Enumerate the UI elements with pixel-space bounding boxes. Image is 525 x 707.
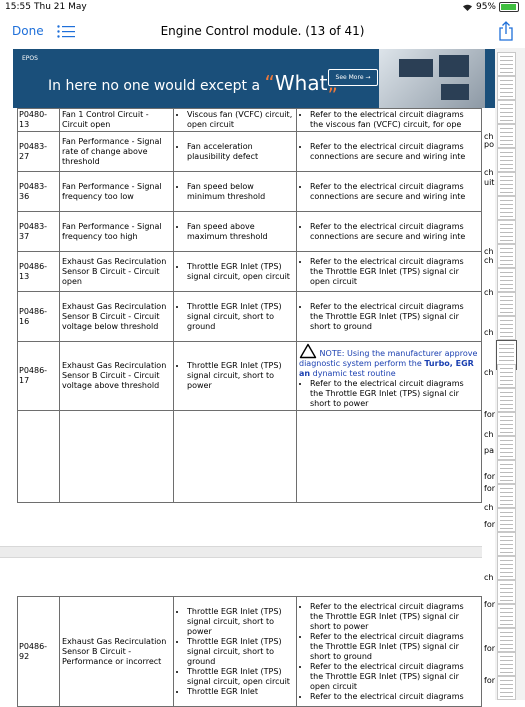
page-thumbnail[interactable] (497, 388, 516, 412)
action-item: • Refer to the electrical circuit diagrams the Throttle EGR Inlet (TPS) signal cir short to power (310, 602, 479, 632)
ad-close-quote: „ (327, 71, 338, 95)
action-item: • Refer to the electrical circuit diagrams (310, 692, 479, 702)
dtc-code: P0486-16 (18, 292, 60, 342)
clipped-text: ch (484, 368, 494, 377)
dtc-actions (297, 597, 482, 707)
page-thumbnail[interactable] (497, 100, 516, 124)
cause-list (176, 607, 294, 697)
page-thumbnail[interactable] (497, 532, 516, 556)
clipped-text: po (484, 140, 494, 149)
clipped-text: ch (484, 430, 494, 439)
note (299, 343, 479, 379)
page-thumbnail[interactable] (497, 220, 516, 244)
dtc-code (18, 411, 60, 503)
page-thumbnail[interactable] (497, 292, 516, 316)
action-list (299, 302, 479, 332)
table-row (18, 252, 482, 292)
page-thumbnail[interactable] (497, 628, 516, 652)
clipped-text: pa (484, 446, 494, 455)
dtc-actions (297, 252, 482, 292)
wifi-icon (462, 3, 473, 12)
ad-tagline (48, 71, 338, 95)
dtc-description: Fan Performance - Signal frequency too low (60, 172, 174, 212)
clipped-text: ch (484, 328, 494, 337)
action-item: • Refer to the electrical circuit diagrams the Throttle EGR Inlet (TPS) signal cir short to power (310, 379, 479, 409)
dtc-table-continued (17, 596, 482, 707)
note-text: NOTE: Using the manufacturer approve diagnostic system perform the (299, 349, 478, 368)
dtc-causes (174, 109, 297, 132)
dtc-causes (174, 172, 297, 212)
page-gap (0, 512, 525, 602)
action-list (299, 182, 479, 202)
action-item: • Refer to the electrical circuit diagrams the Throttle EGR Inlet (TPS) signal cir short to ground (310, 632, 479, 662)
cause-list (176, 182, 294, 202)
page-thumbnail[interactable] (497, 436, 516, 460)
page-thumbnail[interactable] (497, 652, 516, 676)
cause-item: • Throttle EGR Inlet (TPS) signal circuit, short to ground (187, 302, 294, 332)
page-thumbnail[interactable] (497, 76, 516, 100)
dtc-code: P0486-92 (18, 597, 60, 707)
dtc-actions (297, 342, 482, 411)
dtc-causes (174, 212, 297, 252)
action-item: • Refer to the electrical circuit diagrams connections are secure and wiring inte (310, 182, 479, 202)
dtc-actions (297, 109, 482, 132)
cause-item: • Fan acceleration plausibility defect (187, 142, 294, 162)
cause-item: • Throttle EGR Inlet (TPS) signal circuit, open circuit (187, 667, 294, 687)
ad-highlight: What (274, 71, 328, 95)
ad-banner[interactable] (13, 49, 511, 108)
page-title: Engine Control module. (13 of 41) (160, 24, 365, 38)
status-time: 15:55 (5, 2, 31, 12)
cause-item: • Fan speed below minimum threshold (187, 182, 294, 202)
table-row (18, 212, 482, 252)
dtc-description: Exhaust Gas Recirculation Sensor B Circuit - Circuit voltage above threshold (60, 342, 174, 411)
page-thumbnail[interactable] (497, 556, 516, 580)
dtc-causes (174, 411, 297, 503)
cause-item: • Throttle EGR Inlet (187, 687, 294, 697)
table-row (18, 109, 482, 132)
dtc-actions (297, 132, 482, 172)
dtc-code: P0483-36 (18, 172, 60, 212)
clipped-text: ch (484, 247, 494, 256)
page-thumbnail[interactable] (497, 52, 516, 76)
dtc-causes (174, 342, 297, 411)
clipped-text: for (484, 676, 495, 685)
clipped-text: for (484, 600, 495, 609)
dtc-description: Fan 1 Control Circuit - Circuit open (60, 109, 174, 132)
page-thumbnail[interactable] (497, 268, 516, 292)
page-thumbnail[interactable] (497, 460, 516, 484)
dtc-code: P0483-37 (18, 212, 60, 252)
ad-brand: EPOS (22, 55, 38, 62)
page-thumbnail[interactable] (497, 364, 516, 388)
cause-item: • Throttle EGR Inlet (TPS) signal circuit, short to ground (187, 637, 294, 667)
clipped-text: for (484, 484, 495, 493)
page-thumbnail[interactable] (497, 148, 516, 172)
clipped-text: ch (484, 288, 494, 297)
action-list (299, 602, 479, 702)
cause-list (176, 142, 294, 162)
ad-tagline-prefix: In here no one would except a (48, 78, 261, 94)
battery-percent: 95% (475, 2, 496, 12)
ad-open-quote: “ (264, 71, 275, 95)
page-thumbnail[interactable] (497, 604, 516, 628)
dtc-code: P0486-17 (18, 342, 60, 411)
clipped-text: for (484, 472, 495, 481)
clipped-text: ch (484, 573, 494, 582)
table-row (18, 597, 482, 707)
page-thumbnail[interactable] (497, 124, 516, 148)
page-thumbnail[interactable] (497, 172, 516, 196)
clipped-text: for (484, 644, 495, 653)
dtc-causes (174, 252, 297, 292)
table-row (18, 132, 482, 172)
page-thumbnail[interactable] (497, 316, 516, 340)
table-row (18, 342, 482, 411)
cause-item: • Fan speed above maximum threshold (187, 222, 294, 242)
nav-bar (0, 16, 525, 48)
page-thumbnail[interactable] (497, 580, 516, 604)
dtc-description (60, 411, 174, 503)
cause-list (176, 222, 294, 242)
dtc-actions (297, 212, 482, 252)
action-list (299, 257, 479, 287)
dtc-description: Exhaust Gas Recirculation Sensor B Circuit - Circuit open (60, 252, 174, 292)
clipped-text: ch (484, 503, 494, 512)
action-item: • Refer to the electrical circuit diagrams the Throttle EGR Inlet (TPS) signal cir open circuit (310, 662, 479, 692)
dtc-code: P0483-27 (18, 132, 60, 172)
ad-see-more-button[interactable]: See More → (328, 69, 378, 86)
battery-fill (501, 4, 516, 10)
table-row (18, 292, 482, 342)
note-suffix: dynamic test routine (310, 369, 396, 378)
cause-list (176, 262, 294, 282)
table-row (18, 411, 482, 503)
page-thumbnail[interactable] (497, 676, 516, 700)
action-list (299, 379, 479, 409)
dtc-causes (174, 132, 297, 172)
dtc-causes (174, 597, 297, 707)
page-thumbnail[interactable] (497, 196, 516, 220)
clipped-text: uit (484, 178, 495, 187)
clipped-text: ch (484, 132, 494, 141)
dtc-causes (174, 292, 297, 342)
page-thumbnail-strip[interactable] (495, 48, 525, 700)
cause-item: • Throttle EGR Inlet (TPS) signal circuit, short to power (187, 361, 294, 391)
action-list (299, 142, 479, 162)
done-button[interactable]: Done (12, 24, 44, 38)
status-date: Thu 21 May (34, 2, 87, 12)
action-item: • Refer to the electrical circuit diagrams the Throttle EGR Inlet (TPS) signal cir open circuit (310, 257, 479, 287)
status-right (462, 2, 519, 12)
warning-triangle-icon (299, 343, 317, 359)
ad-photo (379, 49, 485, 108)
page-thumbnail[interactable] (497, 508, 516, 532)
dtc-code: P0486-13 (18, 252, 60, 292)
cause-item: • Throttle EGR Inlet (TPS) signal circuit, open circuit (187, 262, 294, 282)
action-list (299, 110, 479, 130)
page-thumbnail[interactable] (497, 244, 516, 268)
action-item: • Refer to the electrical circuit diagrams the Throttle EGR Inlet (TPS) signal cir short to ground (310, 302, 479, 332)
dtc-actions (297, 292, 482, 342)
cause-item: • Viscous fan (VCFC) circuit, open circuit (187, 110, 294, 130)
dtc-description: Exhaust Gas Recirculation Sensor B Circuit - Performance or incorrect (60, 597, 174, 707)
dtc-table (17, 108, 482, 503)
table-row (18, 172, 482, 212)
dtc-description: Fan Performance - Signal frequency too high (60, 212, 174, 252)
action-item: • Refer to the electrical circuit diagrams connections are secure and wiring inte (310, 142, 479, 162)
status-bar (0, 0, 525, 16)
action-list (299, 222, 479, 242)
dtc-description: Fan Performance - Signal rate of change above threshold (60, 132, 174, 172)
dtc-actions (297, 411, 482, 503)
page-thumbnail[interactable] (497, 412, 516, 436)
dtc-description: Exhaust Gas Recirculation Sensor B Circuit - Circuit voltage below threshold (60, 292, 174, 342)
clipped-text: ch (484, 168, 494, 177)
cause-list (176, 361, 294, 391)
clipped-text: for (484, 410, 495, 419)
clipped-text: ch (484, 256, 494, 265)
share-icon[interactable] (498, 21, 514, 41)
battery-icon (499, 2, 519, 12)
dtc-code: P0480-13 (18, 109, 60, 132)
action-item: • Refer to the electrical circuit diagrams connections are secure and wiring inte (310, 222, 479, 242)
cause-item: • Throttle EGR Inlet (TPS) signal circuit, short to power (187, 607, 294, 637)
page-thumbnail[interactable] (497, 484, 516, 508)
action-item: • Refer to the electrical circuit diagrams the viscous fan (VCFC) circuit, for ope (310, 110, 479, 130)
cause-list (176, 302, 294, 332)
clipped-text: for (484, 520, 495, 529)
cause-list (176, 110, 294, 130)
clipped-column-edge (482, 108, 495, 700)
note-bold: Turbo, EGR an (299, 359, 474, 378)
dtc-actions (297, 172, 482, 212)
